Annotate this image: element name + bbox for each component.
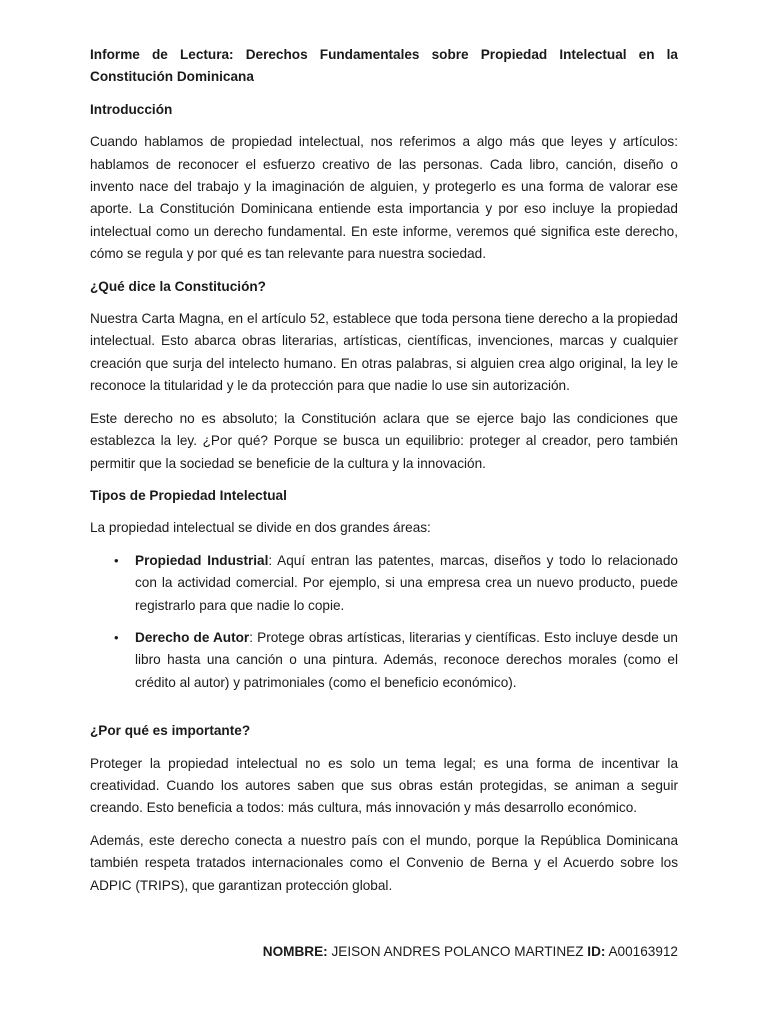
name-label: NOMBRE: — [262, 944, 328, 959]
definition-derecho-de-autor: : Protege obras artísticas, literarias y científicas. Esto incluye desde un libro hasta una canción o una pintura. Además, reconoce derechos morales (como el crédito al autor) y patrimoniales (como el beneficio económico). — [135, 629, 678, 690]
term-derecho-de-autor: Derecho de Autor — [135, 629, 250, 645]
definition-propiedad-industrial: : Aquí entran las patentes, marcas, diseños y todo lo relacionado con la actividad comercial. Por ejemplo, si una empresa crea un nuevo producto, puede registrarlo para que nadie lo copie. — [135, 552, 678, 613]
bullet-icon: • — [114, 552, 119, 568]
name-value: JEISON ANDRES POLANCO MARTINEZ — [327, 944, 588, 959]
heading-tipos-propiedad-intelectual: Tipos de Propiedad Intelectual — [90, 487, 287, 503]
paragraph-introduccion: Cuando hablamos de propiedad intelectual, nos referimos a algo más que leyes y artículos: hablamos de reconocer el esfuerzo creativo de las personas. Cada libro, canción, diseño o invento nace del trabajo y la imaginación de alguien, y protegerlo es una forma de valorar ese aporte. La Constitución Dominicana entiende esta importancia y por eso incluye la propiedad intelectual como un derecho fundamental. En este informe, veremos qué significa este derecho, cómo se regula y por qué es tan relevante para nuestra sociedad. — [90, 134, 678, 262]
author-footer — [263, 941, 678, 963]
id-label: ID: — [587, 944, 606, 959]
paragraph-tratados-internacionales: Además, este derecho conecta a nuestro país con el mundo, porque la República Dominicana también respeta tratados internacionales como el Convenio de Berna y el Acuerdo sobre los ADPIC (TRIPS), que garantizan protección global. — [90, 832, 678, 893]
paragraph-articulo-52: Nuestra Carta Magna, en el artículo 52, establece que toda persona tiene derecho a la propiedad intelectual. Esto abarca obras literarias, artísticas, científicas, invenciones, marcas y cualquier creación que surja del intelecto humano. En otras palabras, si alguien crea algo original, la ley le reconoce la titularidad y le da protección para que nadie lo use sin autorización. — [90, 311, 678, 394]
document-title: Informe de Lectura: Derechos Fundamentales sobre Propiedad Intelectual en la Constitución Dominicana — [90, 47, 678, 85]
section-spacer — [90, 704, 678, 720]
heading-que-dice-la-constitucion: ¿Qué dice la Constitución? — [90, 278, 266, 294]
paragraph-derecho-no-absoluto: Este derecho no es absoluto; la Constitución aclara que se ejerce bajo las condiciones que establezca la ley. ¿Por qué? Porque se busca un equilibrio: proteger al creador, pero también permitir que la sociedad se beneficie de la cultura y la innovación. — [90, 410, 678, 471]
list-item-derecho-de-autor — [90, 627, 678, 694]
bullet-icon: • — [114, 629, 119, 645]
list-item-propiedad-industrial — [90, 550, 678, 617]
term-propiedad-industrial: Propiedad Industrial — [135, 552, 269, 568]
paragraph-tipos-intro: La propiedad intelectual se divide en dos grandes áreas: — [90, 520, 431, 536]
heading-introduccion: Introducción — [90, 101, 173, 117]
heading-por-que-es-importante: ¿Por qué es importante? — [90, 723, 251, 739]
paragraph-incentivar-creatividad: Proteger la propiedad intelectual no es solo un tema legal; es una forma de incentivar la creatividad. Cuando los autores saben que sus obras están protegidas, se animan a seguir creando. Esto beneficia a todos: más cultura, más innovación y más desarrollo económico. — [90, 755, 678, 816]
id-value: A00163912 — [605, 944, 678, 959]
types-list — [90, 550, 678, 694]
